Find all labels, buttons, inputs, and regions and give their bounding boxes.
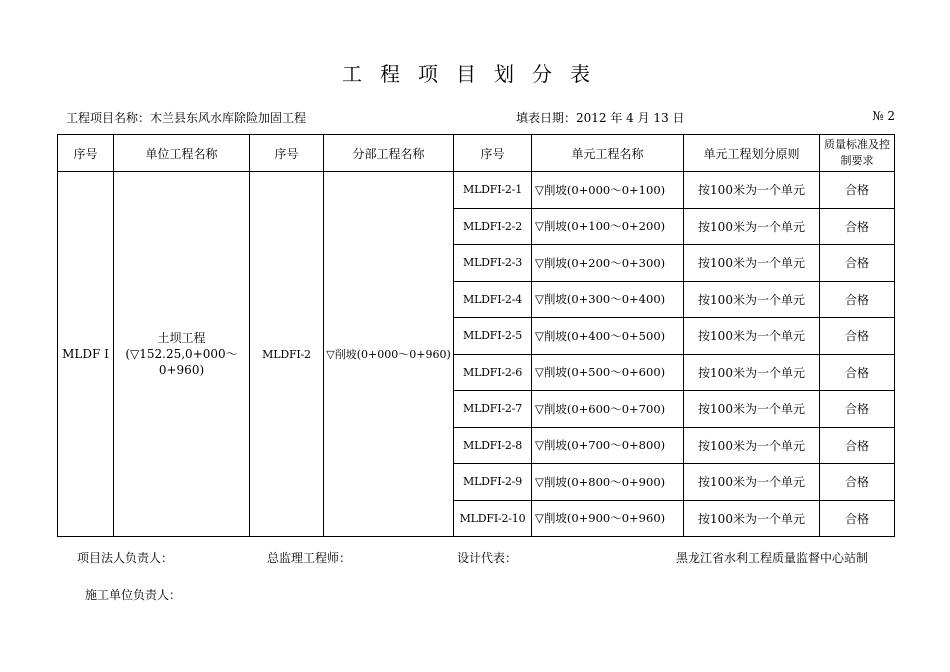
division-principle: 按100米为一个单元 bbox=[684, 354, 820, 391]
element-project-code: MLDFⅠ-2-3 bbox=[454, 245, 532, 282]
issuer-label: 黑龙江省水利工程质量监督中心站制 bbox=[676, 551, 869, 565]
header-quality-standard: 质量标准及控制要求 bbox=[820, 135, 895, 172]
construction-rep-signature-label: 施工单位负责人： bbox=[85, 588, 182, 602]
element-project-name: ▽削坡(0+800～0+900) bbox=[532, 464, 684, 501]
sub-project-code: MLDFⅠ-2 bbox=[250, 172, 324, 537]
division-principle: 按100米为一个单元 bbox=[684, 245, 820, 282]
header-seq-unit: 序号 bbox=[58, 135, 114, 172]
element-project-code: MLDFⅠ-2-8 bbox=[454, 427, 532, 464]
element-project-code: MLDFⅠ-2-10 bbox=[454, 500, 532, 537]
division-principle: 按100米为一个单元 bbox=[684, 464, 820, 501]
header-seq-sub: 序号 bbox=[250, 135, 324, 172]
header-seq-element: 序号 bbox=[454, 135, 532, 172]
quality-standard: 合格 bbox=[820, 391, 895, 428]
division-principle: 按100米为一个单元 bbox=[684, 318, 820, 355]
fill-date-label: 填表日期：2012 年 4 月 13 日 bbox=[516, 111, 685, 125]
element-project-name: ▽削坡(0+900～0+960) bbox=[532, 500, 684, 537]
element-project-name: ▽削坡(0+700～0+800) bbox=[532, 427, 684, 464]
header-unit-project-name: 单位工程名称 bbox=[114, 135, 250, 172]
quality-standard: 合格 bbox=[820, 208, 895, 245]
element-project-code: MLDFⅠ-2-4 bbox=[454, 281, 532, 318]
header-element-project-name: 单元工程名称 bbox=[532, 135, 684, 172]
element-project-name: ▽削坡(0+100～0+200) bbox=[532, 208, 684, 245]
page-title: 工程项目划分表 bbox=[342, 62, 608, 86]
project-division-table bbox=[57, 134, 895, 537]
element-project-code: MLDFⅠ-2-9 bbox=[454, 464, 532, 501]
quality-standard: 合格 bbox=[820, 427, 895, 464]
quality-standard: 合格 bbox=[820, 500, 895, 537]
element-project-name: ▽削坡(0+000～0+100) bbox=[532, 172, 684, 209]
design-rep-signature-label: 设计代表： bbox=[457, 551, 518, 565]
element-project-name: ▽削坡(0+300～0+400) bbox=[532, 281, 684, 318]
element-project-name: ▽削坡(0+600～0+700) bbox=[532, 391, 684, 428]
element-project-code: MLDFⅠ-2-7 bbox=[454, 391, 532, 428]
header-sub-project-name: 分部工程名称 bbox=[324, 135, 454, 172]
header-division-principle: 单元工程划分原则 bbox=[684, 135, 820, 172]
quality-standard: 合格 bbox=[820, 281, 895, 318]
division-principle: 按100米为一个单元 bbox=[684, 172, 820, 209]
legal-rep-signature-label: 项目法人负责人： bbox=[77, 551, 174, 565]
table-header-row bbox=[58, 135, 895, 172]
element-project-code: MLDFⅠ-2-5 bbox=[454, 318, 532, 355]
chief-supervisor-signature-label: 总监理工程师： bbox=[267, 551, 352, 565]
table-row bbox=[58, 172, 895, 209]
division-principle: 按100米为一个单元 bbox=[684, 427, 820, 464]
element-project-name: ▽削坡(0+400～0+500) bbox=[532, 318, 684, 355]
quality-standard: 合格 bbox=[820, 318, 895, 355]
element-project-code: MLDFⅠ-2-2 bbox=[454, 208, 532, 245]
element-project-code: MLDFⅠ-2-6 bbox=[454, 354, 532, 391]
element-project-code: MLDFⅠ-2-1 bbox=[454, 172, 532, 209]
quality-standard: 合格 bbox=[820, 172, 895, 209]
quality-standard: 合格 bbox=[820, 464, 895, 501]
element-project-name: ▽削坡(0+500～0+600) bbox=[532, 354, 684, 391]
quality-standard: 合格 bbox=[820, 245, 895, 282]
division-principle: 按100米为一个单元 bbox=[684, 208, 820, 245]
division-principle: 按100米为一个单元 bbox=[684, 281, 820, 318]
element-project-name: ▽削坡(0+200～0+300) bbox=[532, 245, 684, 282]
unit-project-name: 土坝工程(▽152.25,0+000～0+960) bbox=[114, 172, 250, 537]
project-name-label: 工程项目名称：木兰县东风水库除险加固工程 bbox=[66, 111, 307, 125]
unit-project-code: MLDF Ⅰ bbox=[58, 172, 114, 537]
division-principle: 按100米为一个单元 bbox=[684, 500, 820, 537]
form-number-label: № 2 bbox=[872, 109, 895, 123]
sub-project-name: ▽削坡(0+000～0+960) bbox=[324, 172, 454, 537]
division-principle: 按100米为一个单元 bbox=[684, 391, 820, 428]
quality-standard: 合格 bbox=[820, 354, 895, 391]
